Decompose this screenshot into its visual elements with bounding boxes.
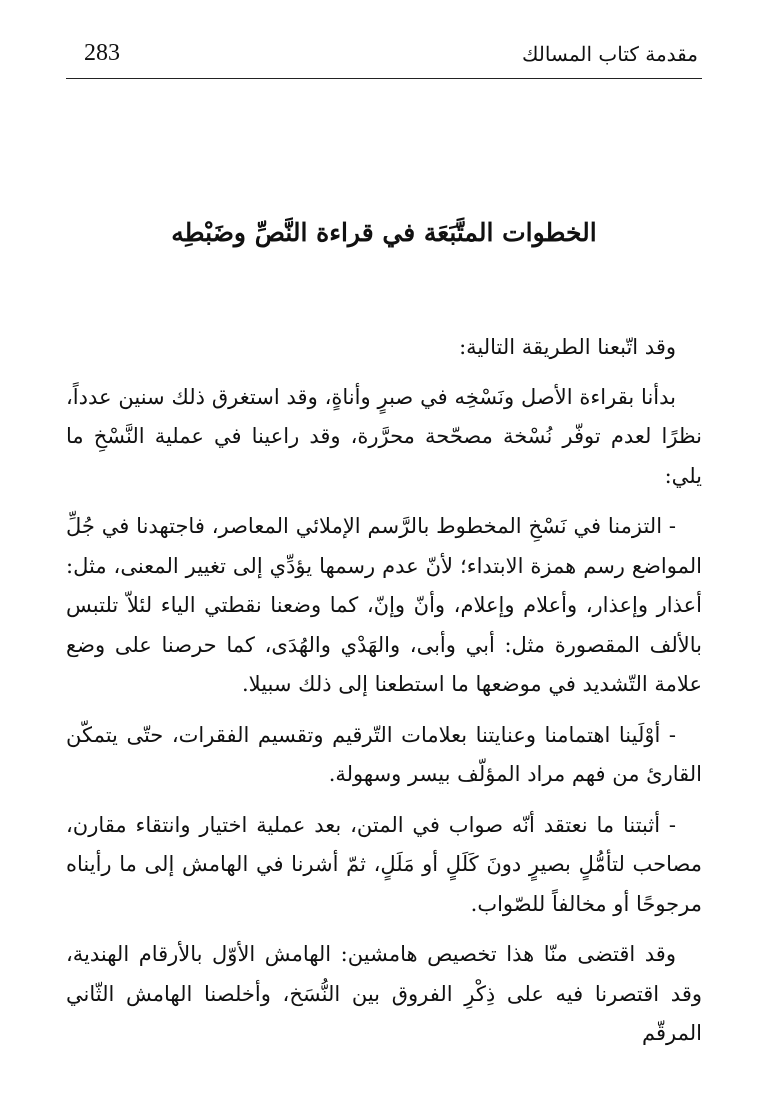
paragraph-intro: وقد اتّبعنا الطريقة التالية: <box>459 335 676 359</box>
page-header <box>66 38 702 80</box>
paragraph-list-item: - أثبتنا ما نعتقد أنّه صواب في المتن، بعد عملية اختيار وانتقاء مقارن، مصاحب لتأمُّلٍ بصيرٍ دونَ كَلَلٍ أو مَلَلٍ، ثمّ أشرنا في الهامش إلى ما رأيناه مرجوحًا أو مخالفاً للصّواب. <box>66 812 702 916</box>
running-head: مقدمة كتاب المسالك <box>521 42 698 66</box>
body-text <box>66 328 702 1065</box>
section-title: الخطوات المتَّبَعَة في قراءة النَّصِّ وضَبْطِه <box>171 218 597 247</box>
header-rule <box>66 78 702 79</box>
paragraph: بدأنا بقراءة الأصل ونَسْخِه في صبرٍ وأناةٍ، وقد استغرق ذلك سنين عدداً، نظرًا لعدم توفّر نُسْخة مصحّحة محرَّرة، وقد راعينا في عملية النَّسْخِ ما يلي: <box>66 384 702 488</box>
paragraph: وقد اقتضى منّا هذا تخصيص هامشين: الهامش الأوّل بالأرقام الهندية، وقد اقتصرنا فيه على ذِكْرِ الفروق بين النُّسَخ، وأخلصنا الهامش الثّاني المرقّم <box>66 942 702 1045</box>
paragraph-list-item: - التزمنا في نَسْخِ المخطوط بالرَّسم الإملائي المعاصر، فاجتهدنا في جُلِّ المواضع رسم همزة الابتداء؛ لأنّ عدم رسمها يؤدِّي إلى تغيير المعنى، مثل: أعذار وإعذار، وأعلام وإعلام، وأنّ وإنّ، كما وضعنا نقطتي الياء لئلاّ تلتبس بالألف المقصورة مثل: أبي وأبى، والهَدْي والهُدَى، كما حرصنا على وضع علامة التّشديد في موضعها ما استطعنا إلى ذلك سبيلا. <box>66 514 702 696</box>
page-number: 283 <box>84 40 120 66</box>
paragraph-list-item: - أوْلَينا اهتمامنا وعنايتنا بعلامات التّرقيم وتقسيم الفقرات، حتّى يتمكّن القارئ من فهم مراد المؤلّف بيسر وسهولة. <box>66 722 702 786</box>
